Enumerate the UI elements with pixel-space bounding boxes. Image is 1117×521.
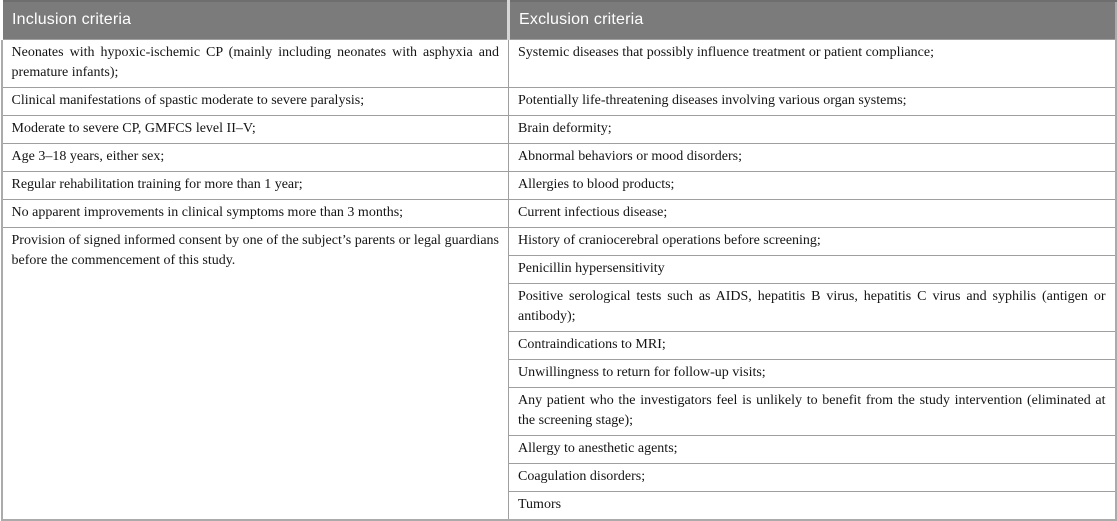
exclusion-criterion-cell: Penicillin hypersensitivity	[509, 256, 1116, 284]
exclusion-criterion-cell: Any patient who the investigators feel is unlikely to benefit from the study intervention (eliminated at the screening stage);	[509, 388, 1116, 436]
exclusion-criterion-cell: Potentially life-threatening diseases involving various organ systems;	[509, 88, 1116, 116]
exclusion-criterion-cell: Positive serological tests such as AIDS, hepatitis B virus, hepatitis C virus and syphilis (antigen or antibody);	[509, 284, 1116, 332]
column-header-exclusion: Exclusion criteria	[509, 1, 1116, 40]
inclusion-criterion-cell: Clinical manifestations of spastic moderate to severe paralysis;	[2, 88, 509, 116]
exclusion-criterion-cell: Brain deformity;	[509, 116, 1116, 144]
column-header-inclusion: Inclusion criteria	[2, 1, 509, 40]
table-row	[2, 172, 1116, 200]
header-row	[2, 1, 1116, 40]
exclusion-criterion-cell: History of craniocerebral operations before screening;	[509, 228, 1116, 256]
table-row	[2, 144, 1116, 172]
inclusion-criterion-cell: Neonates with hypoxic-ischemic CP (mainly including neonates with asphyxia and premature infants);	[2, 40, 509, 88]
table-row	[2, 200, 1116, 228]
table-row	[2, 228, 1116, 256]
exclusion-criterion-cell: Abnormal behaviors or mood disorders;	[509, 144, 1116, 172]
exclusion-criterion-cell: Unwillingness to return for follow-up visits;	[509, 360, 1116, 388]
inclusion-criterion-cell: Provision of signed informed consent by one of the subject’s parents or legal guardians before the commencement of this study.	[2, 228, 509, 521]
inclusion-criterion-cell: Age 3–18 years, either sex;	[2, 144, 509, 172]
table-row	[2, 40, 1116, 88]
table-row	[2, 116, 1116, 144]
inclusion-criterion-cell: Moderate to severe CP, GMFCS level II–V;	[2, 116, 509, 144]
exclusion-criterion-cell: Coagulation disorders;	[509, 464, 1116, 492]
exclusion-criterion-cell: Allergies to blood products;	[509, 172, 1116, 200]
table-row	[2, 88, 1116, 116]
exclusion-criterion-cell: Allergy to anesthetic agents;	[509, 436, 1116, 464]
exclusion-criterion-cell: Systemic diseases that possibly influence treatment or patient compliance;	[509, 40, 1116, 88]
inclusion-criterion-cell: No apparent improvements in clinical symptoms more than 3 months;	[2, 200, 509, 228]
exclusion-criterion-cell: Tumors	[509, 492, 1116, 521]
inclusion-criterion-cell: Regular rehabilitation training for more than 1 year;	[2, 172, 509, 200]
exclusion-criterion-cell: Contraindications to MRI;	[509, 332, 1116, 360]
exclusion-criterion-cell: Current infectious disease;	[509, 200, 1116, 228]
